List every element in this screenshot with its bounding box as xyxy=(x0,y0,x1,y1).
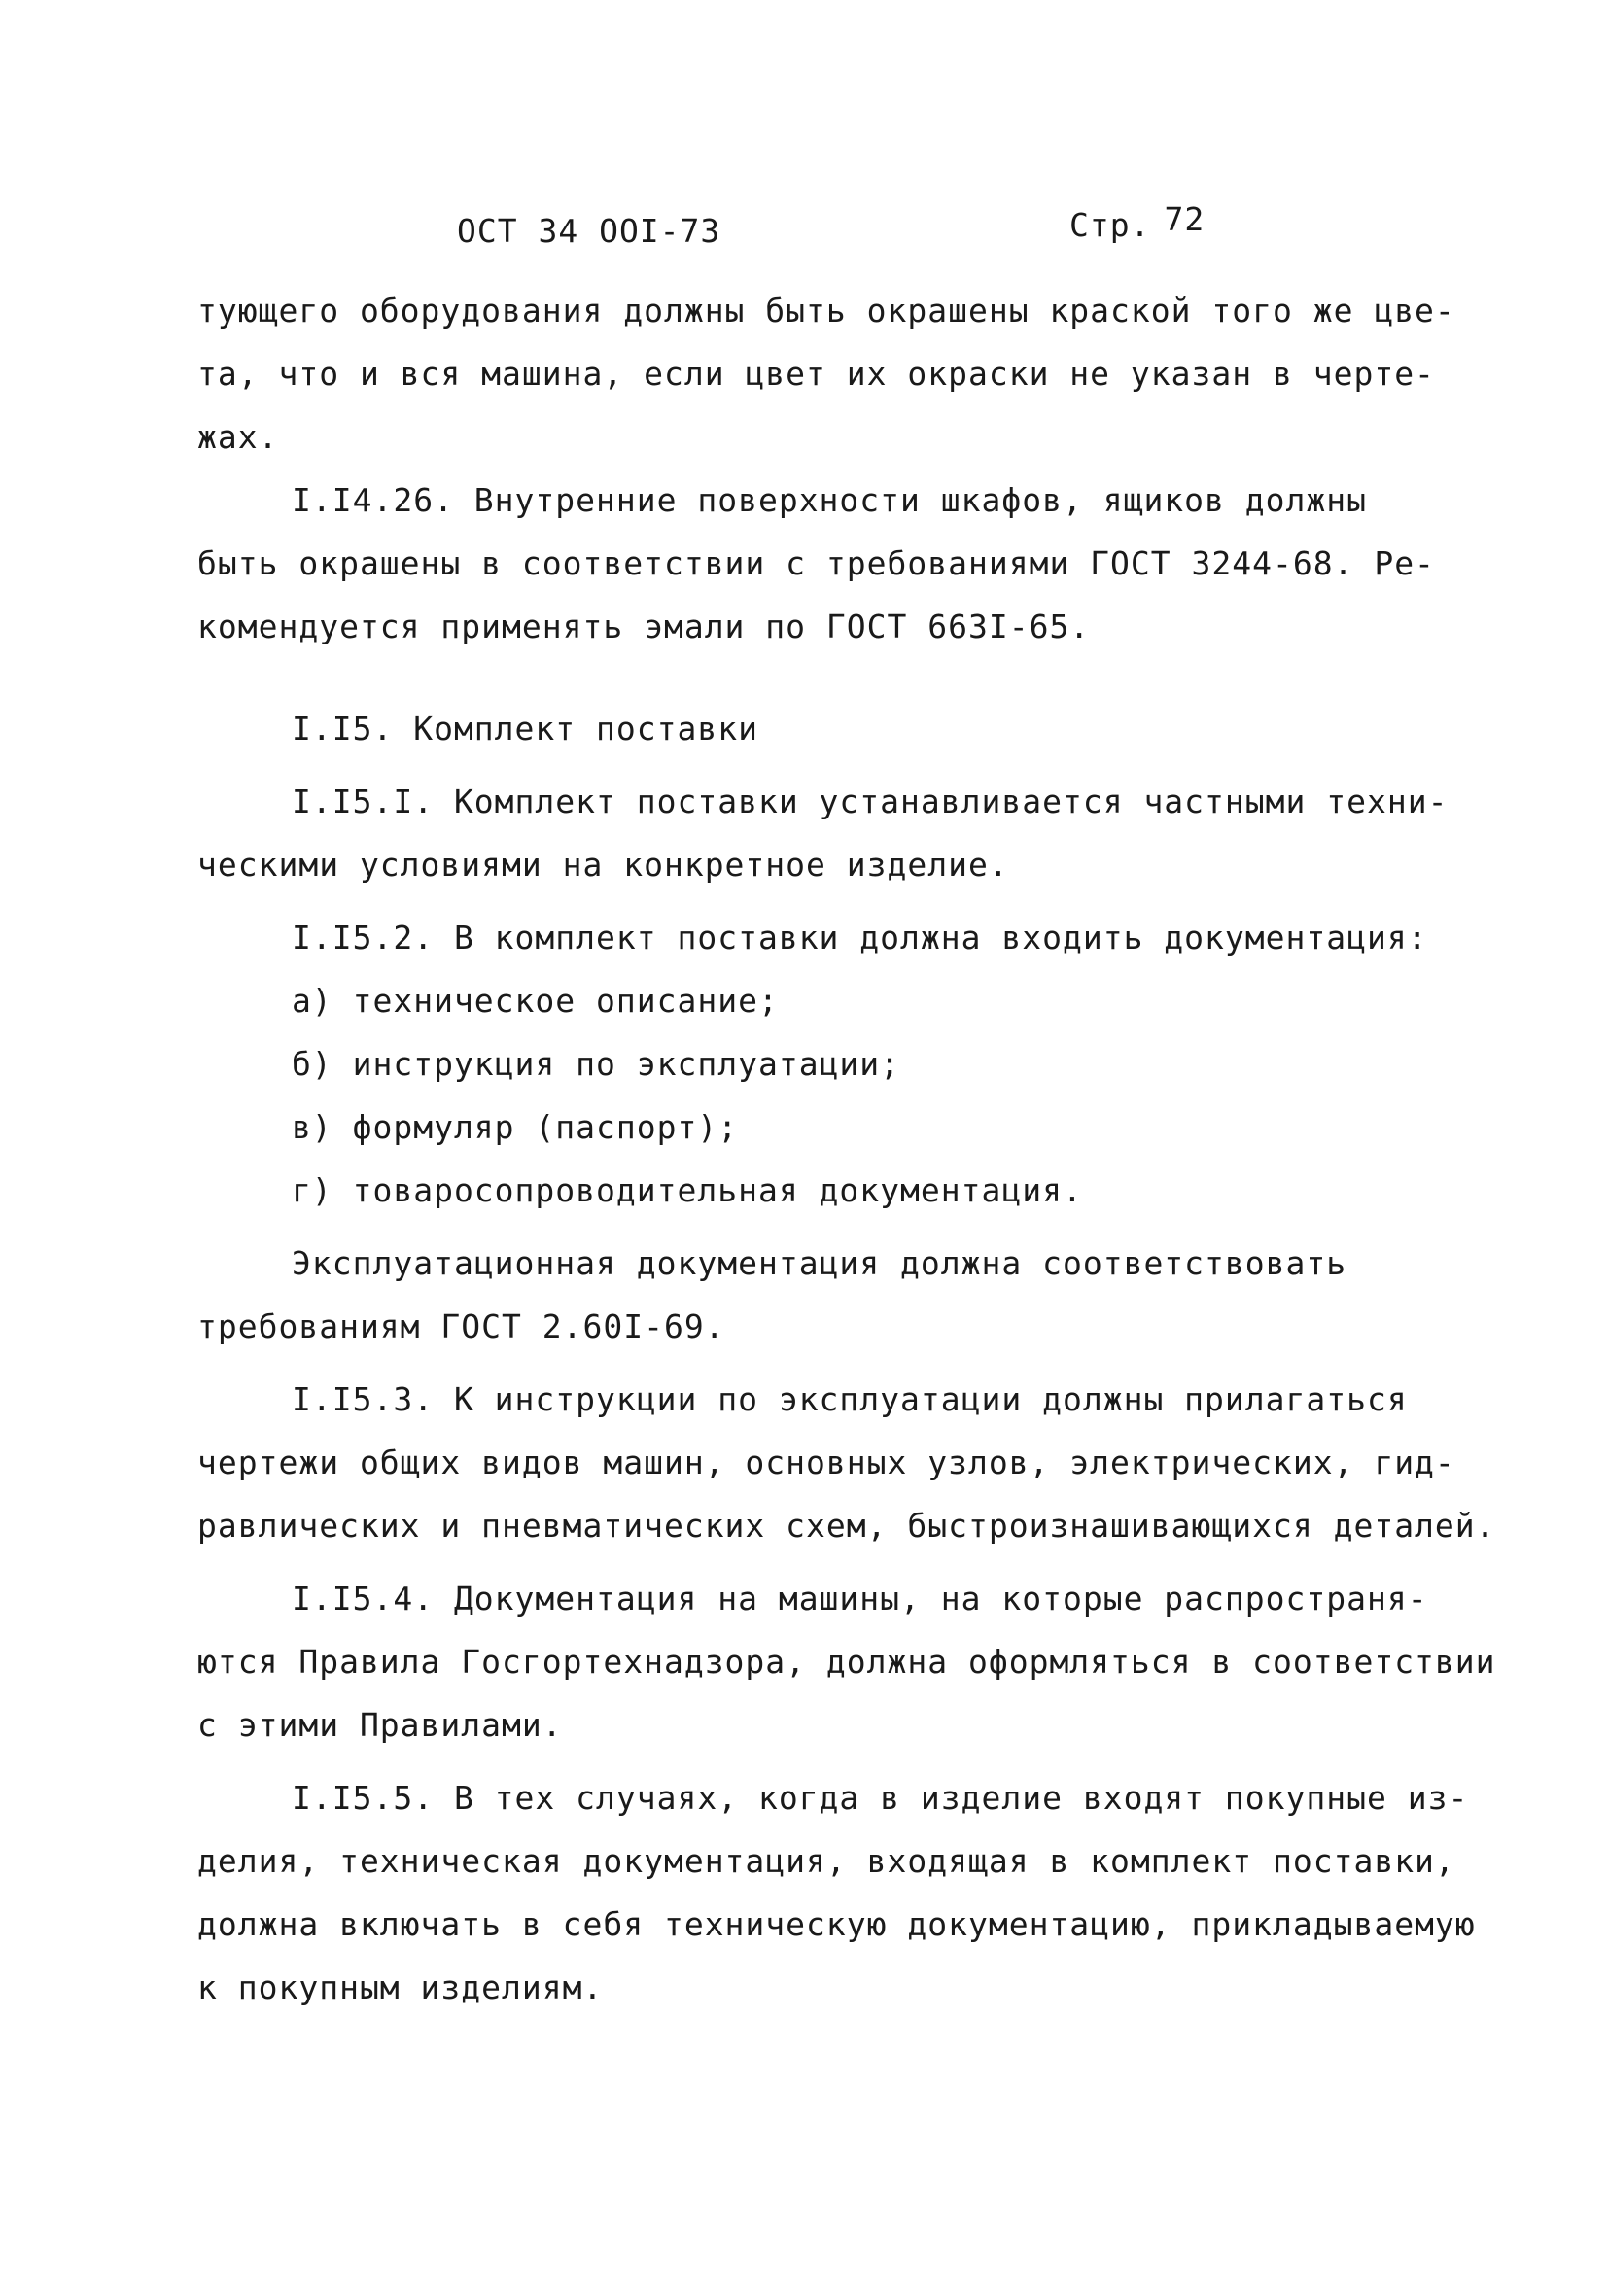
text-line: чертежи общих видов машин, основных узлов, электрических, гид- xyxy=(197,1444,1455,1481)
text-line: требованиям ГОСТ 2.60I-69. xyxy=(197,1307,725,1345)
text-line: жах. xyxy=(197,418,279,456)
clause-heading-line: I.I5.5. В тех случаях, когда в изделие входят покупные из- xyxy=(292,1779,1469,1817)
text-line: ются Правила Госгортехнадзора, должна оформляться в соответствии xyxy=(197,1643,1496,1681)
clause-heading-line: I.I4.26. Внутренние поверхности шкафов, ящиков должны xyxy=(292,481,1367,519)
clause-heading-line: I.I5.I. Комплект поставки устанавливается частными техни- xyxy=(292,783,1449,820)
clause-heading-line: I.I5.4. Документация на машины, на которые распространя- xyxy=(292,1580,1428,1618)
list-item: а) техническое описание; xyxy=(292,982,779,1020)
text-line: комендуется применять эмали по ГОСТ 663I-65. xyxy=(197,608,1091,645)
page-label: Стр. xyxy=(1069,206,1151,244)
page-indicator xyxy=(1069,200,1206,244)
list-item: б) инструкция по эксплуатации; xyxy=(292,1045,901,1083)
text-line: ческими условиями на конкретное изделие. xyxy=(197,846,1009,884)
list-item: в) формуляр (паспорт); xyxy=(292,1108,739,1146)
text-line: к покупным изделиям. xyxy=(197,1968,604,2006)
clause-heading-line: I.I5.3. К инструкции по эксплуатации должны прилагаться xyxy=(292,1380,1408,1418)
text-line: равлических и пневматических схем, быстроизнашивающихся деталей. xyxy=(197,1507,1496,1545)
page-number: 72 xyxy=(1164,200,1206,238)
clause-heading-line: I.I5.2. В комплект поставки должна входить документация: xyxy=(292,919,1428,957)
list-item: г) товаросопроводительная документация. xyxy=(292,1171,1083,1209)
section-title: I.I5. Комплект поставки xyxy=(292,710,758,748)
text-line: с этими Правилами. xyxy=(197,1706,563,1744)
document-standard-id: ОСТ 34 OOI-73 xyxy=(457,212,721,250)
text-line: должна включать в себя техническую документацию, прикладываемую xyxy=(197,1905,1476,1943)
text-line: делия, техническая документация, входящая в комплект поставки, xyxy=(197,1842,1455,1880)
text-line: та, что и вся машина, если цвет их окраски не указан в черте- xyxy=(197,355,1435,393)
text-line: Эксплуатационная документация должна соответствовать xyxy=(292,1244,1347,1282)
text-line: быть окрашены в соответствии с требованиями ГОСТ 3244-68. Ре- xyxy=(197,544,1435,582)
text-line: тующего оборудования должны быть окрашены краской того же цве- xyxy=(197,292,1455,330)
